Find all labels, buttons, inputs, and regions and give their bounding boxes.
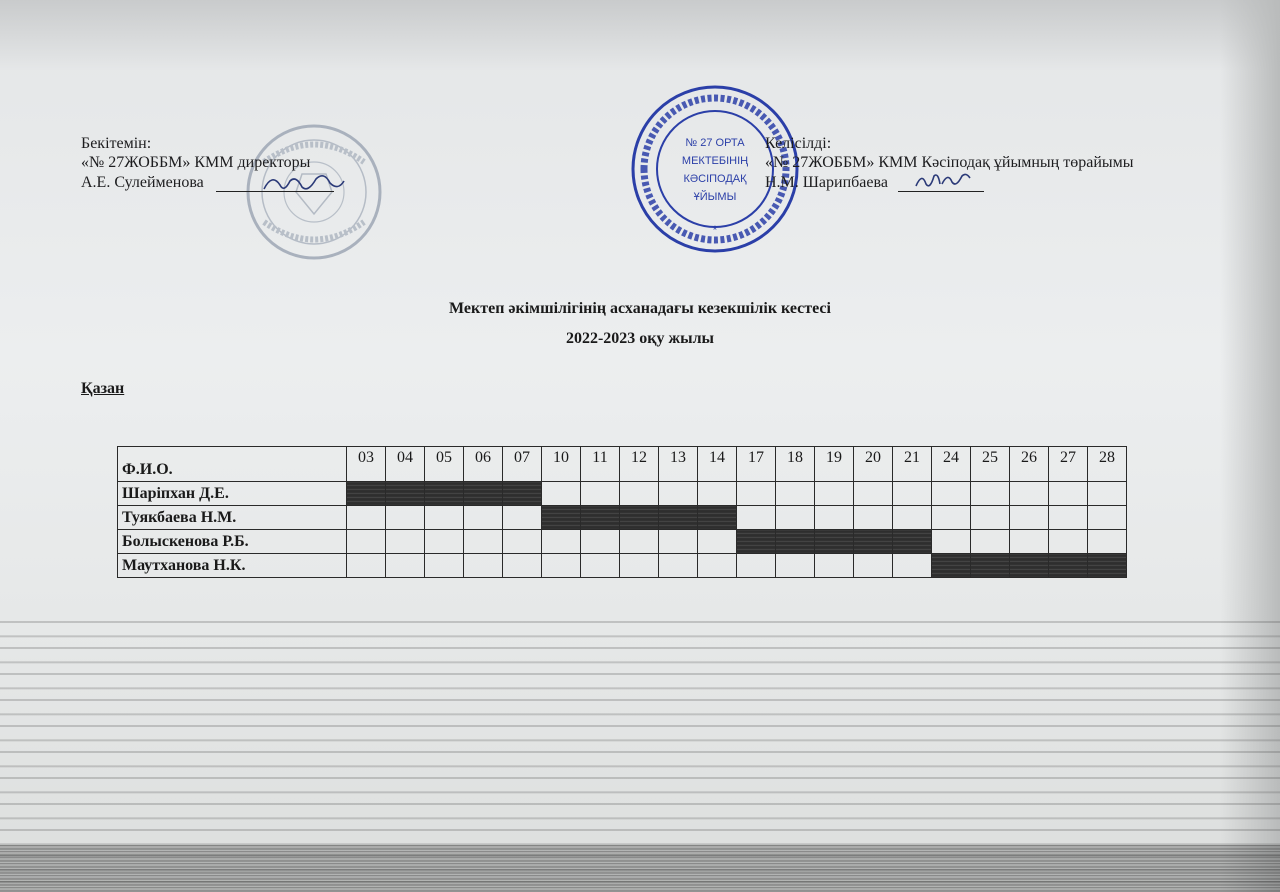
duty-cell-filled	[854, 530, 893, 554]
table-row	[118, 530, 1127, 554]
day-column-header: 27	[1049, 447, 1088, 482]
approval-organization: «№ 27ЖОББМ» КММ директоры	[81, 154, 311, 171]
day-column-header: 05	[425, 447, 464, 482]
approval-label: Бекітемін:	[81, 135, 152, 152]
approval-signature-line	[216, 172, 334, 192]
approval-block	[81, 134, 334, 192]
duty-cell-empty	[1049, 506, 1088, 530]
staff-name: Туякбаева Н.М.	[118, 506, 347, 530]
day-column-header: 04	[386, 447, 425, 482]
duty-cell-empty	[464, 506, 503, 530]
duty-cell-filled	[503, 482, 542, 506]
duty-cell-empty	[698, 482, 737, 506]
agreement-block	[765, 134, 1134, 192]
stamp-line-2: МЕКТЕБІНІҢ	[681, 155, 749, 167]
day-column-header: 11	[581, 447, 620, 482]
duty-cell-empty	[1088, 530, 1127, 554]
duty-cell-empty	[776, 506, 815, 530]
duty-cell-filled	[1010, 554, 1049, 578]
approval-signer: А.Е. Сулейменова	[81, 174, 204, 191]
agreement-signer-line	[765, 172, 1134, 192]
duty-cell-filled	[542, 506, 581, 530]
document-title: Мектеп әкімшілігінің асханадағы кезекшілік кестесі	[449, 300, 831, 317]
duty-cell-filled	[971, 554, 1010, 578]
duty-cell-empty	[1010, 530, 1049, 554]
duty-cell-empty	[776, 482, 815, 506]
table-header-row	[118, 447, 1127, 482]
day-column-header: 20	[854, 447, 893, 482]
day-column-header: 28	[1088, 447, 1127, 482]
table-row	[118, 506, 1127, 530]
duty-cell-filled	[776, 530, 815, 554]
duty-cell-empty	[893, 506, 932, 530]
day-column-header: 21	[893, 447, 932, 482]
day-column-header: 06	[464, 447, 503, 482]
duty-cell-filled	[1088, 554, 1127, 578]
duty-cell-empty	[347, 530, 386, 554]
duty-cell-empty	[893, 482, 932, 506]
day-column-header: 07	[503, 447, 542, 482]
stamp-line-4: ҰЙЫМЫ	[693, 191, 737, 203]
day-column-header: 12	[620, 447, 659, 482]
duty-cell-filled	[347, 482, 386, 506]
staff-name: Маутханова Н.К.	[118, 554, 347, 578]
duty-cell-empty	[464, 554, 503, 578]
duty-cell-empty	[854, 482, 893, 506]
duty-cell-empty	[620, 530, 659, 554]
stamp-line-3: КӘСІПОДАҚ	[683, 173, 747, 185]
day-column-header: 10	[542, 447, 581, 482]
duty-cell-empty	[698, 554, 737, 578]
duty-cell-empty	[932, 482, 971, 506]
duty-cell-empty	[503, 530, 542, 554]
duty-cell-filled	[932, 554, 971, 578]
duty-cell-empty	[854, 506, 893, 530]
duty-cell-empty	[815, 482, 854, 506]
duty-cell-empty	[659, 482, 698, 506]
name-column-header: Ф.И.О.	[118, 447, 347, 482]
month-label: Қазан	[81, 380, 125, 397]
duty-cell-empty	[1010, 482, 1049, 506]
duty-cell-empty	[1088, 482, 1127, 506]
day-column-header: 25	[971, 447, 1010, 482]
duty-cell-empty	[659, 530, 698, 554]
duty-cell-empty	[1049, 530, 1088, 554]
duty-cell-empty	[581, 482, 620, 506]
duty-cell-empty	[971, 482, 1010, 506]
duty-cell-filled	[893, 530, 932, 554]
duty-cell-filled	[698, 506, 737, 530]
duty-cell-filled	[464, 482, 503, 506]
duty-cell-empty	[659, 554, 698, 578]
duty-cell-empty	[932, 506, 971, 530]
table-row	[118, 554, 1127, 578]
day-column-header: 26	[1010, 447, 1049, 482]
duty-cell-empty	[776, 554, 815, 578]
duty-cell-empty	[971, 530, 1010, 554]
agreement-label: Келісілді:	[765, 135, 832, 152]
table-body	[118, 482, 1127, 578]
duty-cell-filled	[1049, 554, 1088, 578]
duty-cell-filled	[659, 506, 698, 530]
day-column-header: 18	[776, 447, 815, 482]
duty-cell-empty	[698, 530, 737, 554]
duty-cell-empty	[386, 554, 425, 578]
day-column-header: 13	[659, 447, 698, 482]
duty-cell-empty	[620, 554, 659, 578]
duty-cell-empty	[815, 554, 854, 578]
duty-cell-filled	[581, 506, 620, 530]
duty-cell-empty	[542, 554, 581, 578]
approval-signer-line	[81, 172, 334, 192]
duty-cell-empty	[620, 482, 659, 506]
duty-cell-empty	[503, 506, 542, 530]
stamp-line-1: № 27 ОРТА	[685, 137, 745, 149]
duty-cell-empty	[854, 554, 893, 578]
day-column-header: 24	[932, 447, 971, 482]
day-column-header: 14	[698, 447, 737, 482]
duty-cell-empty	[542, 530, 581, 554]
duty-cell-empty	[893, 554, 932, 578]
duty-cell-filled	[386, 482, 425, 506]
duty-cell-empty	[737, 482, 776, 506]
duty-cell-empty	[347, 506, 386, 530]
duty-cell-empty	[1088, 506, 1127, 530]
staff-name: Болыскенова Р.Б.	[118, 530, 347, 554]
duty-cell-empty	[464, 530, 503, 554]
duty-cell-filled	[737, 530, 776, 554]
print-streaks-bottom	[0, 845, 1280, 892]
duty-cell-empty	[386, 530, 425, 554]
duty-cell-filled	[815, 530, 854, 554]
duty-cell-empty	[581, 530, 620, 554]
duty-cell-empty	[503, 554, 542, 578]
duty-cell-empty	[737, 554, 776, 578]
duty-cell-empty	[386, 506, 425, 530]
duty-cell-empty	[425, 530, 464, 554]
duty-cell-empty	[542, 482, 581, 506]
page-shadow	[0, 0, 1280, 70]
duty-cell-empty	[815, 506, 854, 530]
duty-cell-empty	[971, 506, 1010, 530]
duty-cell-empty	[581, 554, 620, 578]
duty-cell-filled	[425, 482, 464, 506]
day-column-header: 03	[347, 447, 386, 482]
agreement-signer: Н.М. Шарипбаева	[765, 174, 888, 191]
table-row	[118, 482, 1127, 506]
duty-cell-empty	[1049, 482, 1088, 506]
staff-name: Шаріпхан Д.Е.	[118, 482, 347, 506]
duty-cell-empty	[347, 554, 386, 578]
duty-cell-empty	[425, 506, 464, 530]
duty-cell-filled	[620, 506, 659, 530]
duty-cell-empty	[425, 554, 464, 578]
duty-schedule-table	[117, 446, 1127, 578]
agreement-organization: «№ 27ЖОББМ» КММ Кәсіподақ ұйымның төрайымы	[765, 154, 1134, 171]
duty-cell-empty	[1010, 506, 1049, 530]
duty-cell-empty	[737, 506, 776, 530]
academic-year: 2022-2023 оқу жылы	[565, 330, 715, 347]
duty-cell-empty	[932, 530, 971, 554]
svg-text:*: *	[712, 223, 718, 237]
day-column-header: 17	[737, 447, 776, 482]
agreement-signature-line	[898, 172, 984, 192]
day-column-header: 19	[815, 447, 854, 482]
